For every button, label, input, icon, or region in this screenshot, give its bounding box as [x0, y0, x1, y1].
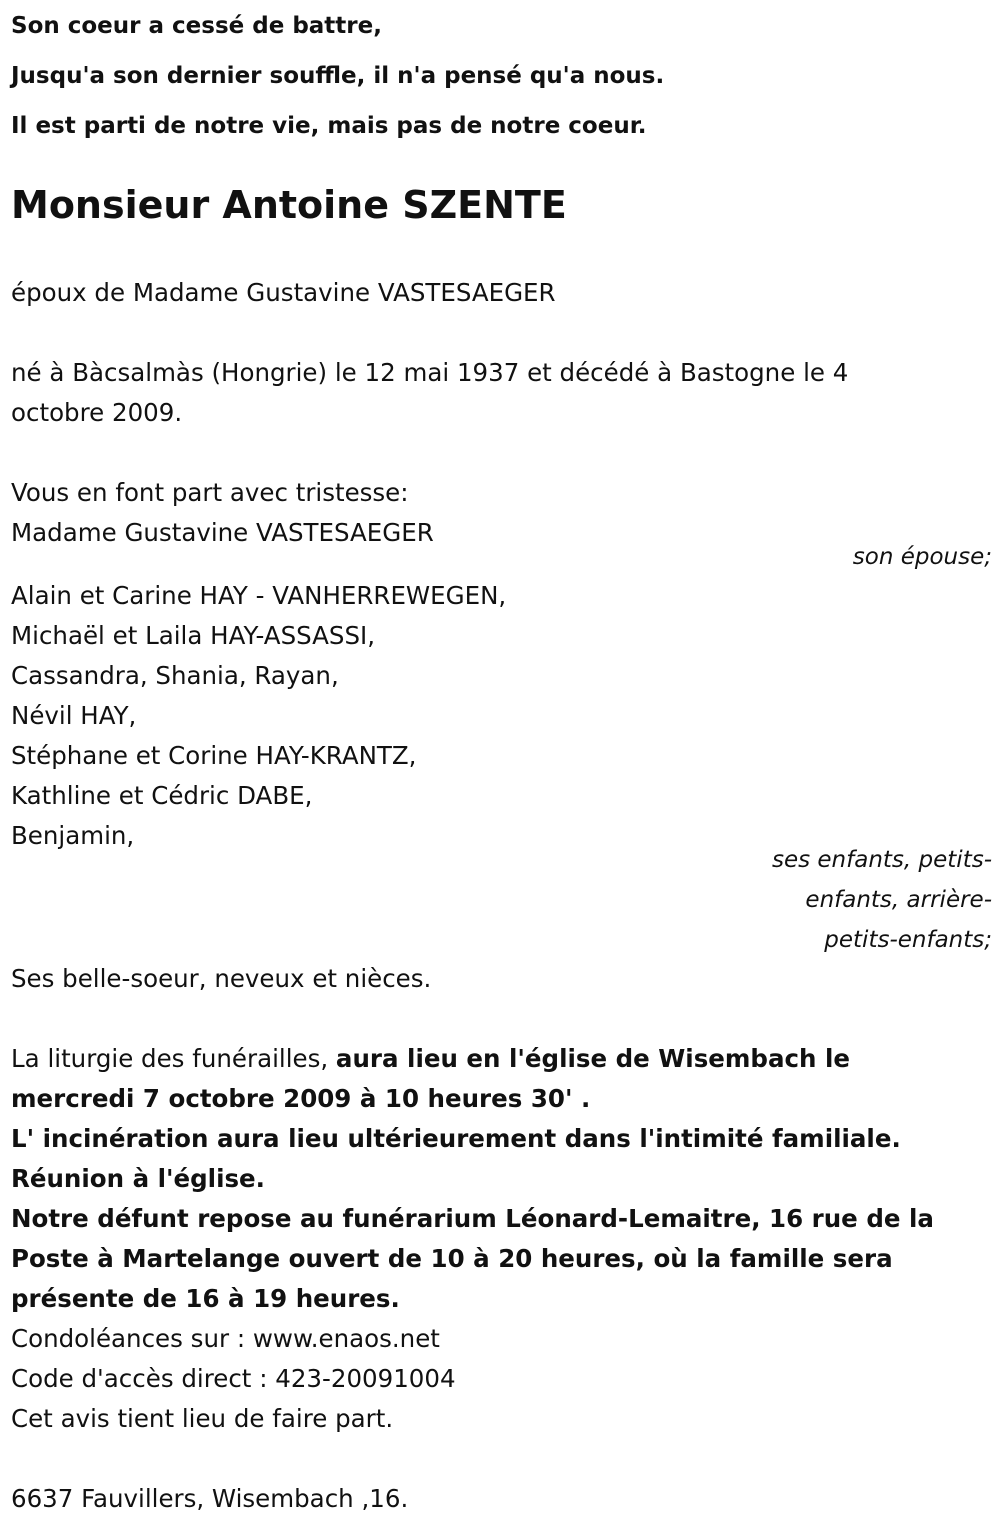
- family-member-1: Alain et Carine HAY - VANHERREWEGEN,: [11, 581, 507, 610]
- repose-line-1: Notre défunt repose au funérarium Léonard-Lemaitre, 16 rue de la: [11, 1204, 934, 1233]
- announcement-intro: Vous en font part avec tristesse:: [11, 478, 409, 507]
- family-role-line-2: enfants, arrière-: [805, 887, 992, 913]
- spouse-line: époux de Madame Gustavine VASTESAEGER: [11, 278, 556, 307]
- epigraph-line-2: Jusqu'a son dernier souffle, il n'a pensé qu'a nous.: [11, 63, 665, 89]
- condolences-line: Condoléances sur : www.enaos.net: [11, 1324, 440, 1353]
- family-member-2: Michaël et Laila HAY-ASSASSI,: [11, 621, 376, 650]
- repose-line-2: Poste à Martelange ouvert de 10 à 20 heures, où la famille sera: [11, 1244, 893, 1273]
- address-line: 6637 Fauvillers, Wisembach ,16.: [11, 1484, 409, 1513]
- family-role-line-3: petits-enfants;: [824, 927, 992, 953]
- birth-death-line-2: octobre 2009.: [11, 398, 183, 427]
- spouse-role: son épouse;: [852, 544, 992, 570]
- family-member-7: Benjamin,: [11, 821, 135, 850]
- deceased-name-title: Monsieur Antoine SZENTE: [11, 183, 567, 227]
- funeral-date: mercredi 7 octobre 2009 à 10 heures 30' .: [11, 1084, 591, 1113]
- repose-line-3: présente de 16 à 19 heures.: [11, 1284, 400, 1313]
- meeting-notice: Réunion à l'église.: [11, 1164, 265, 1193]
- other-relatives: Ses belle-soeur, neveux et nièces.: [11, 964, 432, 993]
- family-member-3: Cassandra, Shania, Rayan,: [11, 661, 339, 690]
- funeral-intro-bold: aura lieu en l'église de Wisembach le: [335, 1044, 851, 1073]
- epigraph-line-1: Son coeur a cessé de battre,: [11, 13, 382, 39]
- family-member-4: Névil HAY,: [11, 701, 137, 730]
- family-role-line-1: ses enfants, petits-: [771, 847, 992, 873]
- funeral-intro: [11, 1039, 850, 1079]
- access-code-line: Code d'accès direct : 423-20091004: [11, 1364, 456, 1393]
- cremation-notice: L' incinération aura lieu ultérieurement dans l'intimité familiale.: [11, 1124, 901, 1153]
- spouse-name: Madame Gustavine VASTESAEGER: [11, 518, 434, 547]
- birth-death-line-1: né à Bàcsalmàs (Hongrie) le 12 mai 1937 et décédé à Bastogne le 4: [11, 358, 849, 387]
- family-member-6: Kathline et Cédric DABE,: [11, 781, 313, 810]
- notice-line: Cet avis tient lieu de faire part.: [11, 1404, 394, 1433]
- family-member-5: Stéphane et Corine HAY-KRANTZ,: [11, 741, 417, 770]
- funeral-intro-plain: La liturgie des funérailles,: [11, 1044, 336, 1073]
- epigraph-line-3: Il est parti de notre vie, mais pas de notre coeur.: [11, 113, 647, 139]
